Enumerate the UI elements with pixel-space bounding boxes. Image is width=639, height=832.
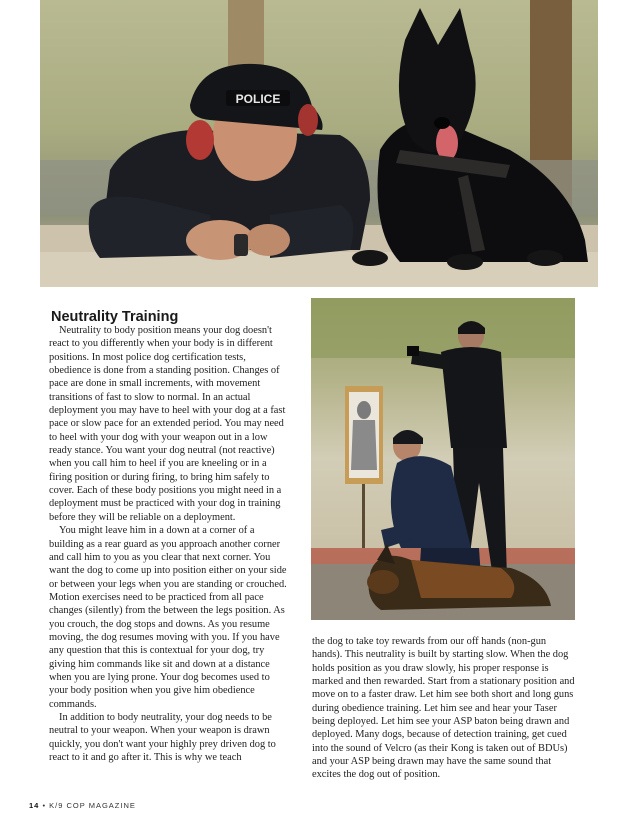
magazine-name: K/9 COP MAGAZINE xyxy=(49,801,136,810)
police-cap-lettering: POLICE xyxy=(235,92,281,106)
page-number: 14 xyxy=(29,801,40,810)
photo-officer-and-dog-prone xyxy=(40,0,598,287)
paragraph-2: You might leave him in a down at a corner of a building as a rear guard as you approach another corner and call him to you as you clear that next corner. You want the dog to come up into position either on your side or between your legs when you are standing or crouched. Motion exercises need to be practiced from all pace changes (silently) from the between the legs position. As you crouch, the dog stops and downs. As you resume moving, the dog resumes moving with you. If you have any question that this is contextual for your dog, try giving him commands like sit and down at a distance when you are lying prone. Your dog becomes used to your body position when you give him obedience commands. xyxy=(49,525,287,710)
article-right-column xyxy=(312,635,578,782)
paragraph-1: Neutrality to body position means your dog doesn't react to you differently when your body is in different positions. In most police dog certification tests, obedience is done from a standing position. Changes of pace are done in small increments, with movement transitions of fast to slow to normal. In an actual deployment you may have to heel with your dog at a fast pace or slow pace for an extended period. You may need to heel with your dog with your weapon out in a low ready stance. You want your dog neutral (not reactive) when you call him to heel if you are kneeling or in a firing position or during firing, to bring him safely to cover. Each of these body positions you might need in a deployment must be practiced with your dog in training before they will be reliable on a deployment. xyxy=(49,325,286,523)
section-heading: Neutrality Training xyxy=(51,309,179,325)
article-left-column xyxy=(49,324,289,764)
page-footer xyxy=(29,801,136,810)
paragraph-continued: the dog to take toy rewards from our off hands (non-gun hands). This neutrality is built by starting slow. When the dog holds position as you draw slowly, his proper response is marked and then rewarded. Start from a stationary position and move on to a faster draw. Let him see both short and long guns during obedience training. Let him see and hear your Taser being deployed. Let him see your ASP baton being drawn and deployed. Many dogs, because of detection training, get cued into the sound of Velcro (as their Kong is taken out of BDUs) and your ASP being drawn may have the same sound that excites the dog out of position. xyxy=(312,636,575,781)
footer-bullet: • xyxy=(42,801,47,810)
paragraph-3: In addition to body neutrality, your dog needs to be neutral to your weapon. When your weapon is drawn quickly, you don't want your highly prey driven dog to react to it and go after it. This is why we teach xyxy=(49,711,276,763)
photo-firing-range-dog-down xyxy=(311,298,575,620)
